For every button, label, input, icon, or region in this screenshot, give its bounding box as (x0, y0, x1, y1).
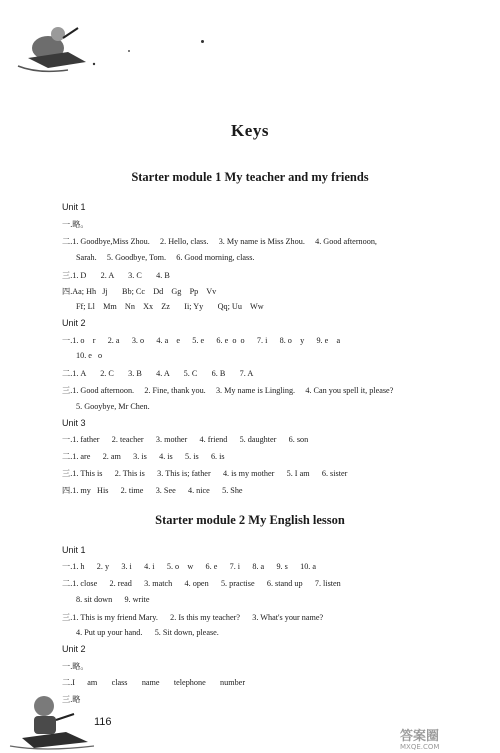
answer-line: 三.1. This is 2. This is 3. This is; father 4. is my mother 5. I am 6. sister (62, 469, 348, 478)
svg-text:答案圈: 答案圈 (400, 729, 440, 744)
module-1-heading: Starter module 1 My teacher and my friends (131, 170, 369, 184)
unit-label: Unit 2 (62, 318, 86, 328)
cartoon-illustration-bottom (4, 692, 100, 752)
answer-line: Ff; Ll Mm Nn Xx Zz Ii; Yy Qq; Uu Ww (76, 302, 264, 311)
page-title: Keys (231, 121, 269, 140)
answer-line: 三.1. This is my friend Mary. 2. Is this my teacher? 3. What's your name? (62, 613, 324, 622)
unit-label: Unit 2 (62, 644, 86, 654)
answer-line: 4. Put up your hand. 5. Sit down, please. (76, 628, 219, 637)
answer-line: 二.1. close 2. read 3. match 4. open 5. practise 6. stand up 7. listen (62, 579, 341, 588)
answer-line: 一.1. h 2. y 3. i 4. i 5. o w 6. e 7. i 8. a 9. s 10. a (62, 562, 317, 571)
answer-line: 二.1. are 2. am 3. is 4. is 5. is 6. is (62, 452, 225, 461)
answer-line: 二.I am class name telephone number (62, 678, 246, 687)
answer-line: 二.1. A 2. C 3. B 4. A 5. C 6. B 7. A (62, 369, 254, 378)
answer-line: 三.1. Good afternoon. 2. Fine, thank you. 3. My name is Lingling. 4. Can you spell it, please? (62, 386, 394, 395)
page-number: 116 (94, 716, 112, 728)
answer-line: 二.1. Goodbye,Miss Zhou. 2. Hello, class. 3. My name is Miss Zhou. 4. Good afternoon, (62, 237, 377, 246)
answer-line: 8. sit down 9. write (76, 595, 150, 604)
answer-line: 四.Aa; Hh Jj Bb; Cc Dd Gg Pp Vv (62, 287, 217, 296)
watermark-logo (398, 726, 496, 750)
answer-line: 三.1. D 2. A 3. C 4. B (62, 271, 170, 280)
unit-label: Unit 3 (62, 418, 86, 428)
answer-line: 一.略。 (62, 662, 89, 671)
answer-line: Sarah. 5. Goodbye, Tom. 6. Good morning, class. (76, 253, 255, 262)
answer-line: 一.1. father 2. teacher 3. mother 4. friend 5. daughter 6. son (62, 435, 309, 444)
answer-line: 四.1. my His 2. time 3. See 4. nice 5. She (62, 486, 243, 495)
unit-label: Unit 1 (62, 202, 86, 212)
cartoon-illustration-top (8, 18, 100, 78)
answer-line: 三.略 (62, 695, 81, 704)
module-2-heading: Starter module 2 My English lesson (155, 513, 345, 527)
svg-text:MXQE.COM: MXQE.COM (400, 743, 440, 750)
dot-mark (128, 50, 130, 52)
answer-line: 一.略。 (62, 220, 89, 229)
answer-line: 一.1. o r 2. a 3. o 4. a e 5. e 6. e o o 7. i 8. o y 9. e a (62, 336, 341, 345)
unit-label: Unit 1 (62, 545, 86, 555)
answer-line: 10. e o (76, 351, 103, 360)
answer-line: 5. Gooybye, Mr Chen. (76, 402, 150, 411)
dot-mark (201, 40, 204, 43)
